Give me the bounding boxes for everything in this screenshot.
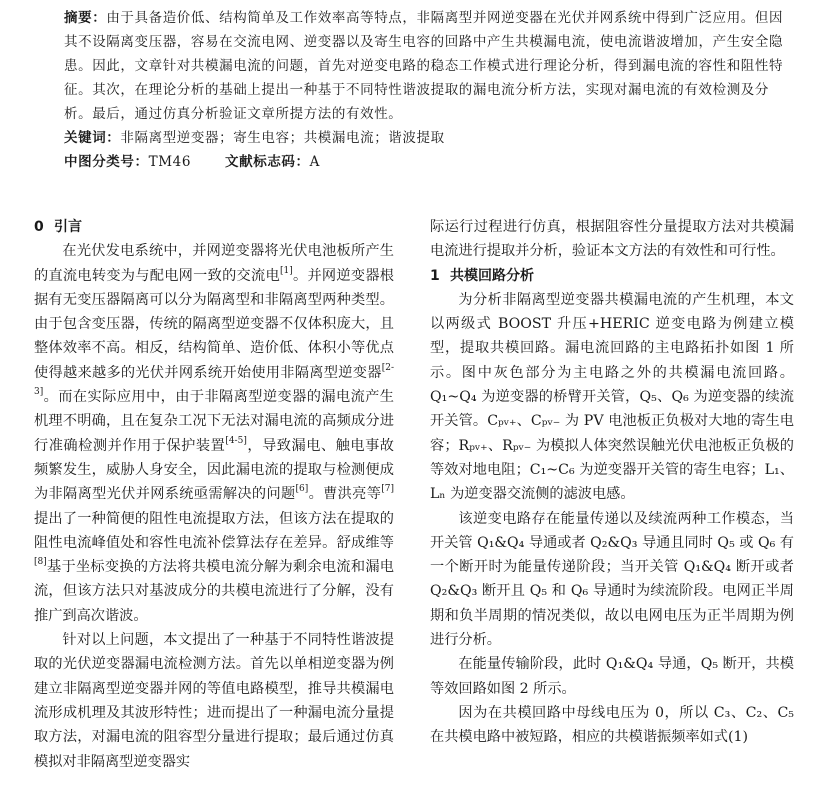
left-column: [34, 215, 394, 774]
abstract-paragraph: [64, 6, 784, 126]
doc-code-label: 文献标志码：: [225, 154, 310, 170]
intro-paragraph-1: [34, 239, 394, 628]
body-paragraph-2: 该逆变电路存在能量传递以及续流两种工作模态，当开关管 Q₁&Q₄ 导通或者 Q₂&Q₃ 导通且同时 Q₅ 或 Q₆ 有一个断开时为能量传递阶段；当开关管 Q₁&Q₄ 断开或者 Q₂&Q₃ 断开且 Q₅ 和 Q₆ 导通时为续流阶段。电网正半周期和负半周期的情况类似，故以电网电压为正半周期为例进行分析。: [430, 510, 794, 649]
text-span: 。而在实际应用中，由于非隔离型逆变器的漏电流产生机理不明确，且在复杂工况下无法对漏电流的高频成分进行准确检测并作用于保护装置: [34, 389, 394, 454]
body-paragraph-3: 在能量传输阶段，此时 Q₁&Q₄ 导通，Q₅ 断开，共模等效回路如图 2 所示。: [430, 656, 794, 697]
text-span: 基于坐标变换的方法将共模电流分解为剩余电流和漏电流，但该方法只对基波成分的共模电流进行了分解，没有推广到高次谐波。: [34, 559, 394, 624]
citation: [1]: [279, 265, 293, 276]
classification-value: TM46: [148, 154, 192, 170]
text-span: 提出了一种简便的阻性电流提取方法，但该方法在提取的阻性电流峰值处和容性电流补偿算法存在差异。舒成维等: [34, 510, 394, 551]
text-span: 。曹洪亮等: [308, 486, 382, 503]
text-span: 在光伏发电系统中，并网逆变器将光伏电池板所产生的直流电转变为与配电网一致的交流电: [34, 243, 394, 284]
keywords-text: 非隔离型逆变器；寄生电容；共模漏电流；谐波提取: [120, 130, 445, 146]
section-heading-introduction: [34, 215, 394, 239]
right-column: [430, 215, 794, 750]
section-title: 引言: [54, 219, 82, 235]
abstract-label: 摘要：: [64, 10, 107, 26]
abstract-text: 由于具备造价低、结构简单及工作效率高等特点，非隔离型并网逆变器在光伏并网系统中得到广泛应用。但因其不设隔离变压器，容易在交流电网、逆变器以及寄生电容的回路中产生共模漏电流，使电流谐波增加，产生安全隐患。因此，文章针对共模漏电流的问题，首先对逆变电路的稳态工作模式进行理论分析，得到漏电流的容性和阻性特征。其次，在理论分析的基础上提出一种基于不同特性谐波提取的漏电流分析方法，实现对漏电流的有效检测及分析。最后，通过仿真分析验证文章所提方法的有效性。: [64, 10, 784, 122]
citation: [2-3]: [34, 362, 394, 398]
section-number: 1: [430, 267, 440, 284]
intro-paragraph-continued: 际运行过程进行仿真，根据阻容性分量提取方法对共模漏电流进行提取并分析，验证本文方法的有效性和可行性。: [430, 219, 794, 260]
classification-row: [64, 150, 784, 174]
citation: [6]: [295, 484, 309, 495]
body-paragraph-1: 为分析非隔离型逆变器共模漏电流的产生机理，本文以两级式 BOOST 升压+HERIC 逆变电路为例建立模型，提取共模回路。漏电流回路的主电路拓扑如图 1 所示。图中灰色部分为主电路之外的共模漏电流回路。Q₁~Q₄ 为逆变器的桥臂开关管，Q₅、Q₆ 为逆变器的续流开关管。Cₚᵥ₊、Cₚᵥ₋ 为 PV 电池板正负极对大地的寄生电容；Rₚᵥ₊、Rₚᵥ₋ 为模拟人体突然误触光伏电池板正负极的等效对地电阻；C₁~C₆ 为逆变器开关管的寄生电容；L₁、Lₙ 为逆变器交流侧的滤波电感。: [430, 291, 794, 503]
citation: [8]: [34, 557, 47, 568]
body-paragraph-4: 因为在共模回路中母线电压为 0，所以 C₃、C₂、C₅ 在共模电路中被短路，相应的共模谐振频率如式(1): [430, 704, 794, 746]
intro-paragraph-2: 针对以上问题，本文提出了一种基于不同特性谐波提取的光伏逆变器漏电流检测方法。首先以单相逆变器为例建立非隔离型逆变器并网的等值电路模型，推导共模漏电流形成机理及其波形特性；进而提出了一种漏电流分量提取方法，对漏电流的阻容型分量进行提取；最后通过仿真模拟对非隔离型逆变器实: [34, 632, 394, 770]
text-span: 。并网逆变器根据有无变压器隔离可以分为隔离型和非隔离型两种类型。由于包含变压器，传统的隔离型逆变器不仅体积庞大，且整体效率不高。相反，结构简单、造价低、体积小等优点使得越来越多的光伏并网系统开始使用非隔离型逆变器: [34, 267, 394, 381]
classification-label: 中图分类号：: [64, 154, 149, 170]
section-heading-common-mode: [430, 264, 794, 288]
citation: [4-5]: [225, 435, 247, 446]
section-title: 共模回路分析: [450, 267, 534, 284]
keywords-row: [64, 126, 784, 150]
keywords-label: 关键词：: [64, 130, 121, 146]
text-span: ，导致漏电、触电事故频繁发生，威胁人身安全，因此漏电流的提取与检测便成为非隔离型光伏并网系统亟需解决的问题: [34, 437, 394, 503]
section-number: 0: [34, 219, 44, 235]
doc-code-value: A: [309, 154, 320, 170]
citation: [7]: [381, 484, 394, 495]
abstract-block: [64, 6, 784, 174]
